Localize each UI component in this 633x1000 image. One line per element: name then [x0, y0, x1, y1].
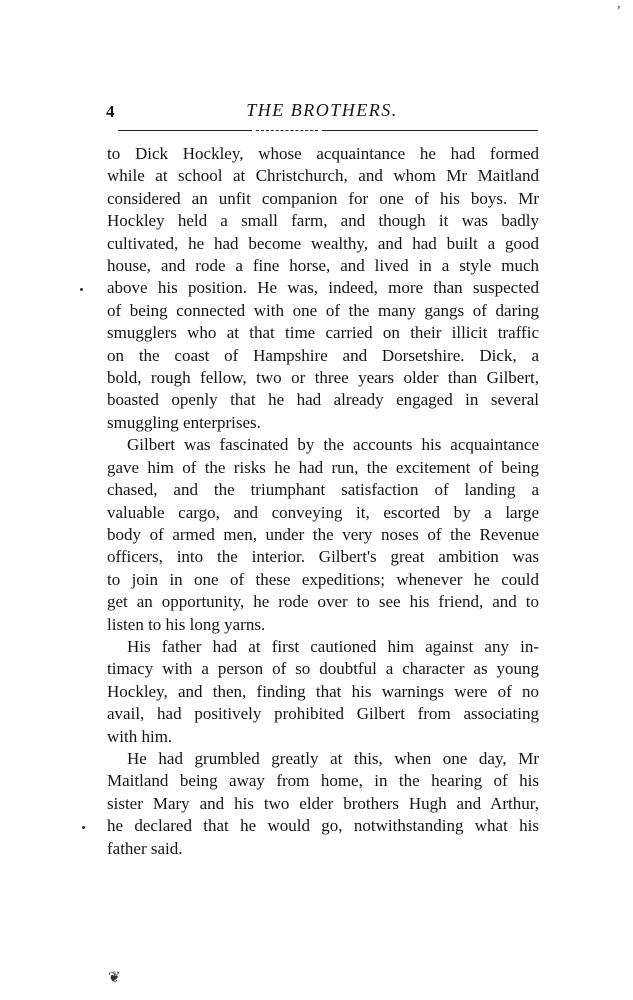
page-number: 4: [106, 102, 115, 121]
text-line: Maitland being away from home, in the hearing of his: [107, 771, 539, 791]
page-header: [106, 96, 538, 124]
header-rule-ornament: [256, 130, 318, 131]
text-line: of being connected with one of the many gangs of daring: [107, 300, 539, 320]
text-line: smugglers who at that time carried on their illicit traffic: [107, 323, 539, 343]
paragraph-2: [107, 434, 539, 636]
text-line: while at school at Christchurch, and whom Mr Maitland: [107, 166, 539, 186]
text-line: officers, into the interior. Gilbert's great ambition was: [107, 547, 539, 567]
text-line: body of armed men, under the very noses of the Revenue: [107, 524, 539, 544]
text-line: Hockley, and then, finding that his warnings were of no: [107, 681, 539, 701]
text-line: valuable cargo, and conveying it, escorted by a large: [107, 502, 539, 522]
text-line: listen to his long yarns.: [107, 614, 266, 634]
text-line: get an opportunity, he rode over to see his friend, and to: [107, 592, 539, 612]
text-line: He had grumbled greatly at this, when one day, Mr: [127, 748, 539, 768]
text-line: he declared that he would go, notwithstanding what his: [107, 816, 539, 836]
running-head: THE BROTHERS.: [246, 100, 398, 120]
text-line: to Dick Hockley, whose acquaintance he had formed: [107, 144, 539, 163]
text-line: sister Mary and his two elder brothers Hugh and Arthur,: [107, 793, 539, 813]
text-line: cultivated, he had become wealthy, and had built a good: [107, 233, 539, 253]
text-line: house, and rode a fine horse, and lived in a style much: [107, 256, 539, 276]
text-line: His father had at first cautioned him against any in-: [127, 636, 539, 656]
text-line: avail, had positively prohibited Gilbert from associating: [107, 704, 539, 724]
paragraph-1: [107, 143, 539, 434]
text-line: chased, and the triumphant satisfaction of landing a: [107, 480, 539, 500]
text-line: gave him of the risks he had run, the excitement of being: [107, 457, 539, 477]
text-line: above his position. He was, indeed, more than suspected: [107, 278, 539, 298]
text-line: to join in one of these expeditions; whenever he could: [107, 569, 539, 589]
paragraph-4: [107, 748, 539, 860]
text-line: father said.: [107, 838, 183, 858]
printer-ornament-icon: ❦: [108, 970, 121, 986]
margin-speck: [80, 288, 83, 291]
paragraph-3: [107, 636, 539, 748]
text-line: boasted openly that he had already engaged in several: [107, 390, 539, 410]
text-line: Gilbert was fascinated by the accounts his acquaintance: [127, 435, 539, 455]
text-line: considered an unfit companion for one of his boys. Mr: [107, 188, 539, 208]
corner-tick-icon: ’: [616, 4, 621, 19]
body-text: [107, 143, 539, 860]
text-line: timacy with a person of so doubtful a character as young: [107, 659, 539, 679]
text-line: bold, rough fellow, two or three years older than Gilbert,: [107, 368, 539, 388]
text-line: with him.: [107, 726, 173, 746]
header-rule: [118, 130, 538, 131]
text-line: Hockley held a small farm, and though it was badly: [107, 211, 539, 231]
margin-speck: [82, 826, 85, 829]
text-line: on the coast of Hampshire and Dorsetshire. Dick, a: [107, 345, 539, 365]
text-line: smuggling enterprises.: [107, 412, 261, 432]
